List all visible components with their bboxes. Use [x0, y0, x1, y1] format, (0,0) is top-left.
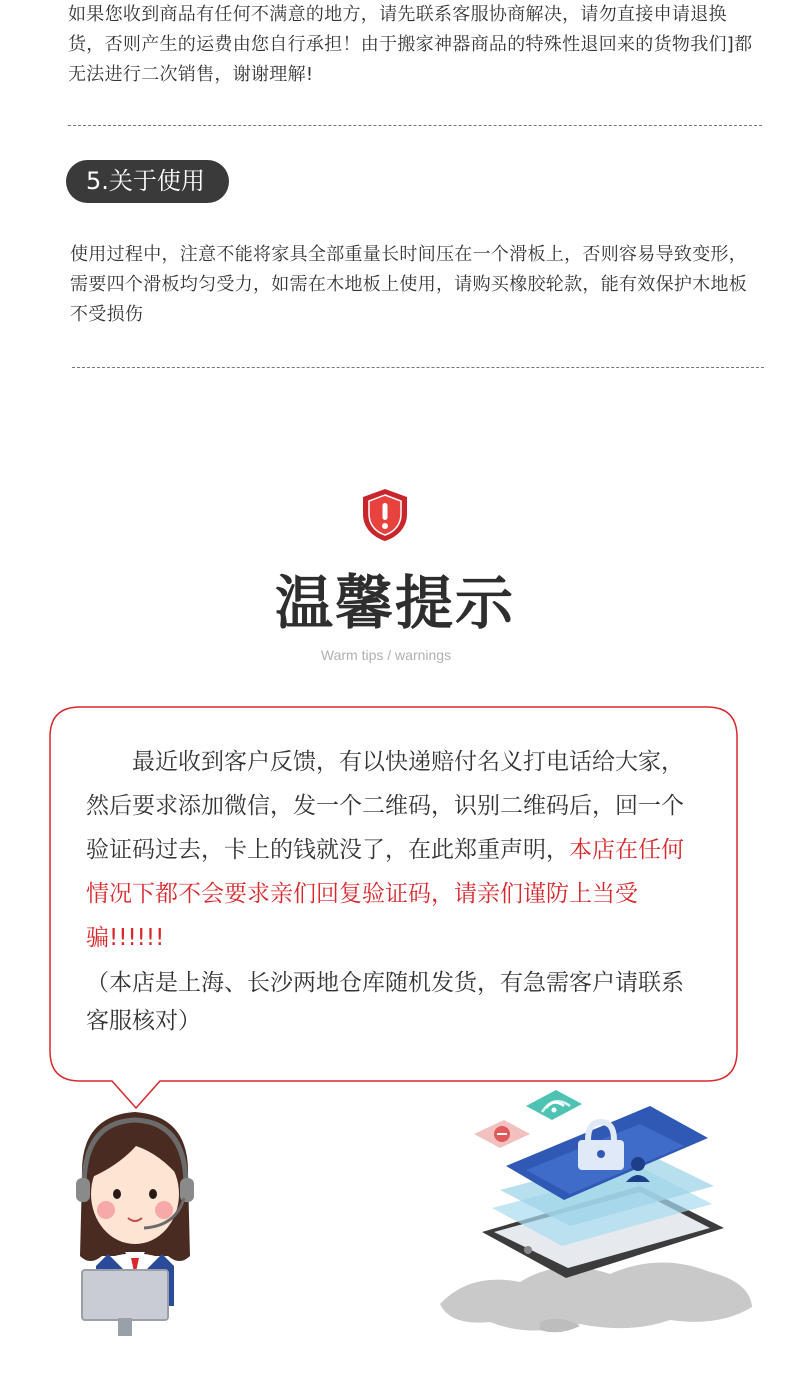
- warning-speech-bubble: [48, 706, 740, 1116]
- security-tablet-illustration: [430, 1082, 760, 1342]
- usage-paragraph: 使用过程中，注意不能将家具全部重量长时间压在一个滑板上，否则容易导致变形，需要四个滑板均匀受力，如需在木地板上使用，请购买橡胶轮款，能有效保护木地板不受损伤: [70, 244, 748, 325]
- intro-paragraph: 如果您收到商品有任何不满意的地方，请先联系客服协商解决，请勿直接申请退换货，否则产生的运费由您自行承担！由于搬家神器商品的特殊性退回来的货物我们]都无法进行二次销售，谢谢理解!: [68, 4, 753, 85]
- warehouse-note: （本店是上海、长沙两地仓库随机发货，有急需客户请联系客服核对）: [86, 970, 684, 1034]
- section-heading-usage: 5.关于使用: [66, 160, 229, 203]
- divider: [72, 367, 764, 368]
- divider: [68, 125, 762, 126]
- shield-alert-icon: [362, 488, 408, 542]
- warm-tips-title: 温馨提示: [274, 569, 515, 637]
- warning-text-highlight: 本店在任何情况下都不会要求亲们回复验证码，请亲们谨防上当受骗!!!!!!: [86, 837, 684, 951]
- warning-text: 最近收到客户反馈，有以快递赔付名义打电话给大家，然后要求添加微信，发一个二维码，识别二维码后，回一个验证码过去，卡上的钱就没了，在此郑重声明，: [86, 749, 684, 863]
- warning-message: [86, 740, 706, 1040]
- customer-service-avatar: [70, 1106, 200, 1336]
- warm-tips-subtitle: Warm tips / warnings: [320, 647, 452, 663]
